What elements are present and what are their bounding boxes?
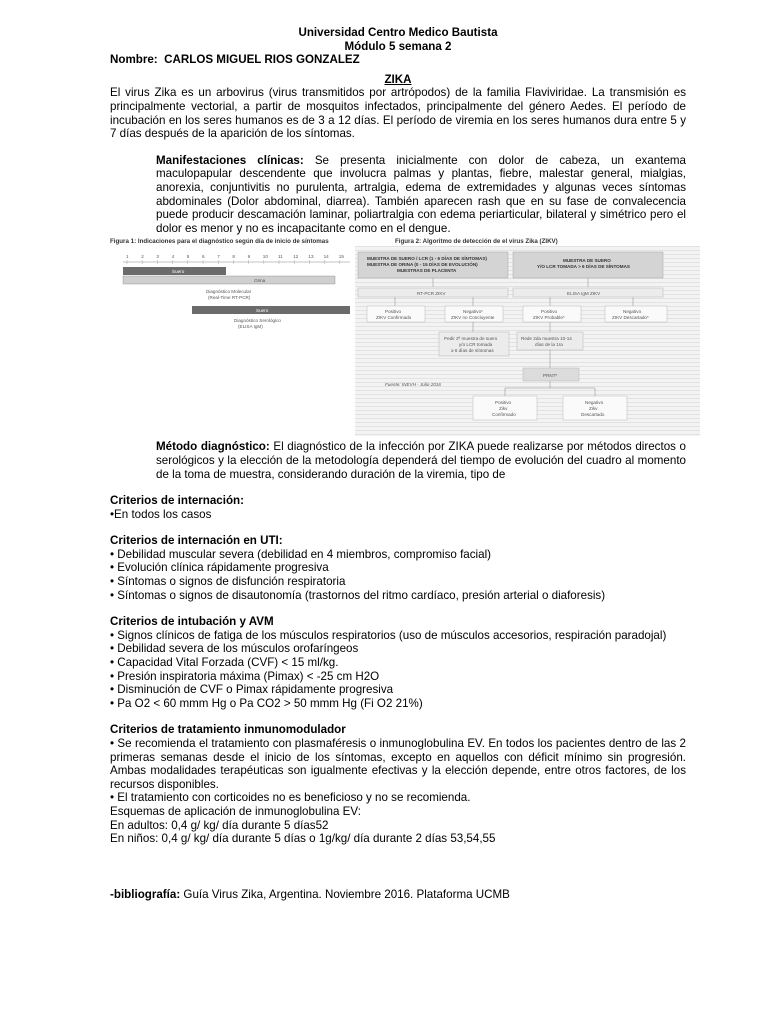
figure-2-prnt-label: PRNT* [543, 373, 558, 379]
figure-1-day-label: 15 [338, 254, 344, 260]
figure-1-day-label: 11 [278, 254, 283, 260]
figure-2-left-l2: MUESTRA DE ORINA (0 - 15 DÍAS DE EVOLUCIÓN) [367, 262, 478, 268]
avm-item: • Signos clínicos de fatiga de los músculos respiratorios (uso de músculos accesorios, respiración paradojal) [110, 628, 667, 642]
inmuno-heading: Criterios de tratamiento inmunomodulador [110, 723, 346, 737]
figure-1-molecular-label: Diagnóstico Molecular [206, 289, 252, 295]
university-title: Universidad Centro Medico Bautista [298, 26, 498, 39]
figure-1-serology-sub: (ELISA IgM) [238, 324, 263, 330]
figure-2-pcr-negative-l1: Negativo* [463, 309, 483, 315]
document-page [110, 26, 686, 901]
figure-2-final-positive-l2: Zikv [499, 406, 508, 412]
figure-1-day-label: 8 [232, 254, 235, 260]
uti-item: • Síntomas o signos de disautonomía (trastornos del ritmo cardíaco, presión arterial o diaforesis) [110, 588, 606, 602]
method-label: Método diagnóstico: [156, 440, 270, 454]
figure-2-second-sample-l1: Pedir 2ª muestra de suero [444, 336, 498, 342]
avm-item: • Capacidad Vital Forzada (CVF) < 15 ml/kg. [110, 656, 339, 670]
figure-1-day-label: 14 [323, 254, 329, 260]
figure-2-redo-l1: Rede 2da muestra 10-14 [521, 336, 572, 342]
avm-item: • Debilidad severa de los músculos orofaríngeos [110, 642, 359, 656]
bibliography-line [110, 888, 686, 902]
figure-2-final-negative-l3: Descartado [581, 412, 605, 418]
name-value: CARLOS MIGUEL RIOS GONZALEZ [164, 53, 360, 67]
figure-1-serology-label: Diagnóstico Serológico [234, 318, 281, 324]
inmuno-line: Esquemas de aplicación de inmunoglobulina EV: [110, 804, 361, 818]
uti-item: • Síntomas o signos de disfunción respiratoria [110, 575, 346, 589]
figure-2-final-positive-l3: Confirmado [492, 412, 516, 418]
method-text: El diagnóstico de la infección por ZIKA puede realizarse por métodos directos o serológicos y la elección de la metodología dependerá del tiempo de evolución del cuadro al momento de la toma de muestra, considerando duración de la viremia, tipo de [156, 440, 686, 481]
internacion-item: •En todos los casos [110, 507, 212, 521]
figure-1-urine-label: Orina [254, 278, 266, 284]
figure-1 [110, 238, 362, 363]
figure-2-right-l1: MUESTRA DE SUERO [563, 258, 611, 264]
figure-1-day-label: 12 [293, 254, 299, 260]
figure-2-elisa-label: ELISA IgM ZIKV [567, 291, 601, 297]
name-label: Nombre: [110, 53, 158, 67]
avm-item: • Disminución de CVF o Pimax rápidamente progresiva [110, 683, 394, 697]
method-paragraph [110, 440, 686, 481]
figure-2-left-l3: MUESTRAS DE PLACENTA [397, 268, 457, 274]
bibliography-text: Guía Virus Zika, Argentina. Noviembre 2016. Plataforma UCMB [180, 887, 510, 901]
figure-1-day-label: 3 [156, 254, 159, 260]
avm-item: • Pa O2 < 60 mmm Hg o Pa CO2 > 50 mmm Hg (Fi O2 21%) [110, 696, 423, 710]
uti-item: • Debilidad muscular severa (debilidad en 4 miembros, compromiso facial) [110, 547, 492, 561]
inmuno-paragraph: • Se recomienda el tratamiento con plasmaféresis o inmunoglobulina EV. En todos los pacientes dentro de las 2 primeras semanas desde el inicio de los síntomas, excepto en aquellos con déficit mínimo sin progresión. Ambas modalidades terapéuticas son igualmente efectivas y la elección depende, entre otros factores, de los recursos disponibles. [110, 737, 686, 791]
figure-1-day-label: 1 [126, 254, 129, 260]
figure-2-final-negative-l2: Zikv [589, 406, 598, 412]
figure-2-redo-box [517, 332, 583, 350]
figure-1-day-label: 4 [171, 254, 175, 260]
student-name-line [110, 53, 686, 67]
figure-2 [355, 238, 700, 438]
module-title: Módulo 5 semana 2 [344, 39, 452, 53]
uti-heading: Criterios de internación en UTI: [110, 534, 283, 548]
figure-1-serum-label-2: Suero [256, 308, 269, 314]
figure-2-title: Figura 2: Algoritmo de detección de el virus Zika (ZIKV) [395, 238, 558, 246]
figure-1-molecular-sub: (Real-Time RT-PCR) [208, 295, 251, 301]
figure-2-second-sample-l2: y/o LCR tomada [459, 342, 493, 348]
figure-1-day-label: 9 [247, 254, 251, 260]
internacion-heading: Criterios de internación: [110, 494, 244, 508]
figure-2-elisa-positive-l2: ZIKV Probable* [533, 315, 565, 321]
section-title: ZIKA [384, 72, 412, 86]
intro-paragraph: El virus Zika es un arbovirus (virus transmitidos por artrópodos) de la familia Flaviviridae. La transmisión es principalmente vectorial, a partir de mosquitos infectados, principalmente del género Aedes. El período de incubación en los seres humanos es de 3 a 12 días. El período de viremia en los seres humanos dura entre 5 y 7 días después de la aparición de los síntomas. [110, 86, 686, 141]
figure-2-right-l2: Y/O LCR TOMADA > 6 DÍAS DE SÍNTOMAS [537, 264, 630, 270]
avm-heading: Criterios de intubación y AVM [110, 615, 274, 629]
figure-2-elisa-negative-l1: Negativo [623, 309, 642, 315]
figure-1-serum-label-1: Suero [172, 269, 185, 275]
inmuno-line: En niños: 0,4 g/ kg/ día durante 5 días o 1g/kg/ día durante 2 días 53,54,55 [110, 832, 496, 846]
inmuno-line: • El tratamiento con corticoides no es beneficioso y no se recomienda. [110, 791, 471, 805]
figure-2-left-l1: MUESTRA DE SUERO / LCR (1 - 6 DÍAS DE SÍNTOMAS) [367, 256, 487, 262]
figure-2-source: Fuente: INEVH - Julio 2016 [385, 382, 441, 388]
figure-1-day-label: 6 [202, 254, 205, 260]
manifestations-label: Manifestaciones clínicas: [156, 153, 304, 167]
figure-1-day-label: 7 [217, 254, 220, 260]
figure-1-serum-bar-2 [192, 306, 350, 314]
figure-2-elisa-positive-l1: Positivo [541, 309, 558, 315]
bibliography-label: -bibliografía: [110, 887, 181, 901]
figure-2-second-sample-l3: ≥ 6 días de síntomas [451, 348, 494, 354]
figure-1-urine-bar [123, 276, 335, 284]
figure-1-day-label: 5 [186, 254, 190, 260]
figure-2-elisa-negative-l2: ZIKV Descartado* [612, 315, 649, 321]
figure-2-final-positive-l1: Positivo [495, 400, 512, 406]
manifestations-paragraph [110, 154, 686, 236]
figure-2-pcr-negative-l2: ZIKV no Concluyente [451, 315, 495, 321]
figure-1-day-label: 13 [308, 254, 314, 260]
figure-2-pcr-positive-l2: ZIKV Confirmado [376, 315, 412, 321]
figure-1-day-axis [126, 254, 344, 264]
avm-item: • Presión inspiratoria máxima (Pimax) < -25 cm H2O [110, 669, 380, 683]
figure-1-title: Figura 1: Indicaciones para el diagnóstico según día de inicio de síntomas [110, 238, 329, 246]
manifestations-text: Se presenta inicialmente con dolor de cabeza, un exantema maculopapular descendente que involucra palmas y plantas, fiebre, malestar general, mialgias, anorexia, conjuntivitis no purulenta, artralgia, edema de extremidades y algunas veces síntomas abdominales (Dolor abdominal, diarrea). También aparecen rash que en su fase de convalecencia puede producir descamación laminar, poliartralgia con edema periarticular, bilateral y simétrico pero el dolor es menor y no es incapacitante como en el dengue. [156, 153, 686, 235]
figure-2-pcr-positive-l1: Positivo [385, 309, 402, 315]
figure-2-rtpcr-label: RT-PCR ZIKV [417, 291, 446, 297]
figure-2-final-negative-l1: Negativo [585, 400, 604, 406]
figures-row [110, 238, 686, 438]
figure-2-flowchart [355, 246, 700, 436]
uti-item: • Evolución clínica rápidamente progresiva [110, 561, 329, 575]
inmuno-line: En adultos: 0,4 g/ kg/ día durante 5 días52 [110, 818, 329, 832]
figure-2-redo-l2: días de la 1ra [535, 342, 563, 348]
figure-1-diagram [110, 246, 362, 361]
figure-1-day-label: 2 [141, 254, 144, 260]
figure-1-day-label: 10 [262, 254, 268, 260]
